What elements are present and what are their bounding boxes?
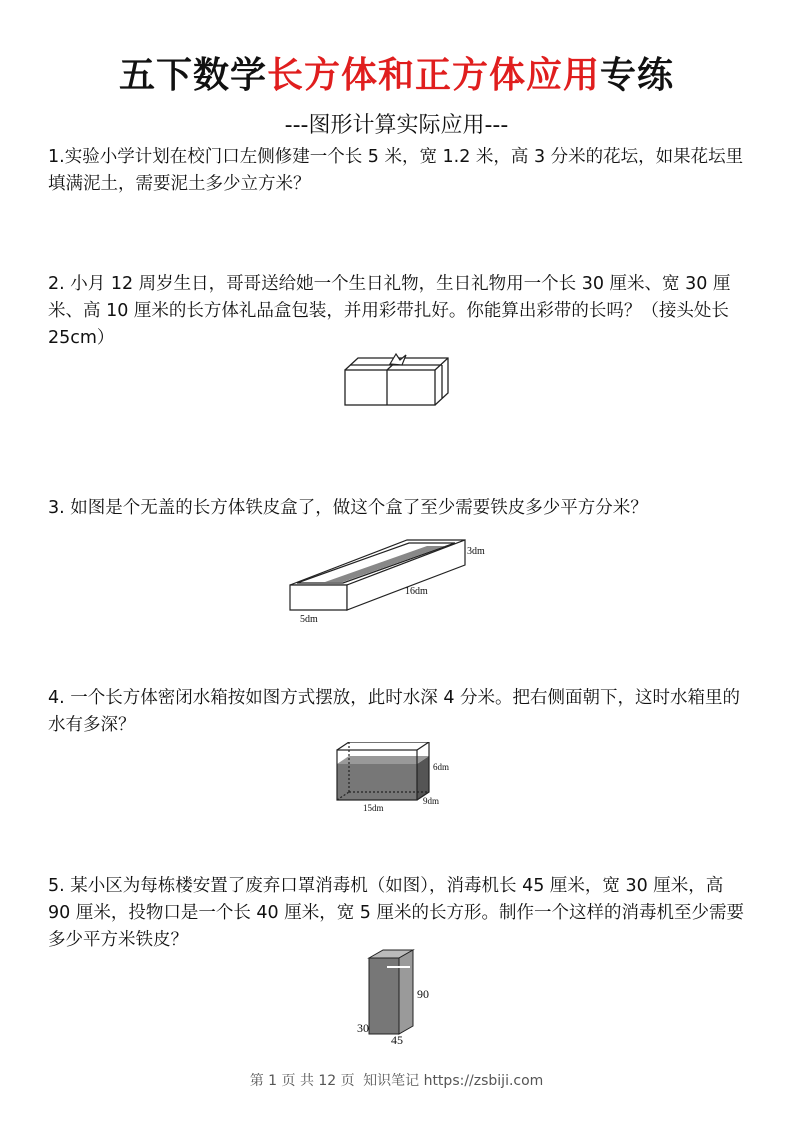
tank-length-label: 15dm — [363, 803, 384, 813]
question-4: 4. 一个长方体密闭水箱按如图方式摆放，此时水深 4 分米。把右侧面朝下，这时水箱里的水有多深？ — [48, 688, 741, 735]
box-length-label: 16dm — [405, 586, 428, 597]
gift-box-figure — [340, 348, 450, 408]
title-prefix: 五下数学 — [118, 55, 267, 96]
iron-box-figure — [285, 530, 505, 630]
question-1: 1.实验小学计划在校门口左侧修建一个长 5 米，宽 1.2 米，高 3 分米的花坛，如果花坛里填满泥土，需要泥土多少立方米？ — [48, 147, 744, 194]
footer-watermark: 知识笔记 https://zsbiji.com — [363, 1073, 544, 1089]
water-tank-drawing — [335, 742, 465, 814]
question-3: 3. 如图是个无盖的长方体铁皮盒了，做这个盒了至少需要铁皮多少平方分米？ — [48, 498, 648, 518]
disinfector-length-label: 45 — [391, 1033, 403, 1046]
gift-box-drawing — [340, 348, 450, 408]
tank-height-label: 6dm — [433, 762, 450, 772]
tank-width-label: 9dm — [423, 796, 440, 806]
title-suffix: 专练 — [600, 55, 675, 96]
disinfector-drawing — [355, 948, 445, 1046]
disinfector-figure — [355, 948, 445, 1046]
disinfector-width-label: 30 — [357, 1021, 369, 1035]
box-height-label: 3dm — [467, 546, 485, 557]
water-tank-figure — [335, 742, 465, 814]
footer — [0, 1070, 793, 1090]
question-2: 2. 小月 12 周岁生日，哥哥送给她一个生日礼物，生日礼物用一个长 30 厘米、宽 30 厘米、高 10 厘米的长方体礼品盒包装，并用彩带扎好。你能算出彩带的长吗？（接头处长 25cm） — [48, 274, 731, 348]
title-highlight: 长方体和正方体应用 — [266, 55, 600, 96]
subtitle: ---图形计算实际应用--- — [284, 113, 509, 138]
page-title — [0, 52, 793, 100]
iron-box-drawing — [285, 530, 505, 630]
disinfector-height-label: 90 — [417, 987, 429, 1001]
question-5: 5. 某小区为每栋楼安置了废弃口罩消毒机（如图），消毒机长 45 厘米，宽 30 厘米，高 90 厘米，投物口是一个长 40 厘米，宽 5 厘米的长方形。制作一个这样的消毒机至少需要多少平方米铁皮？ — [48, 876, 744, 950]
footer-page-number: 第 1 页 共 12 页 — [249, 1073, 355, 1089]
box-width-label: 5dm — [300, 614, 318, 625]
